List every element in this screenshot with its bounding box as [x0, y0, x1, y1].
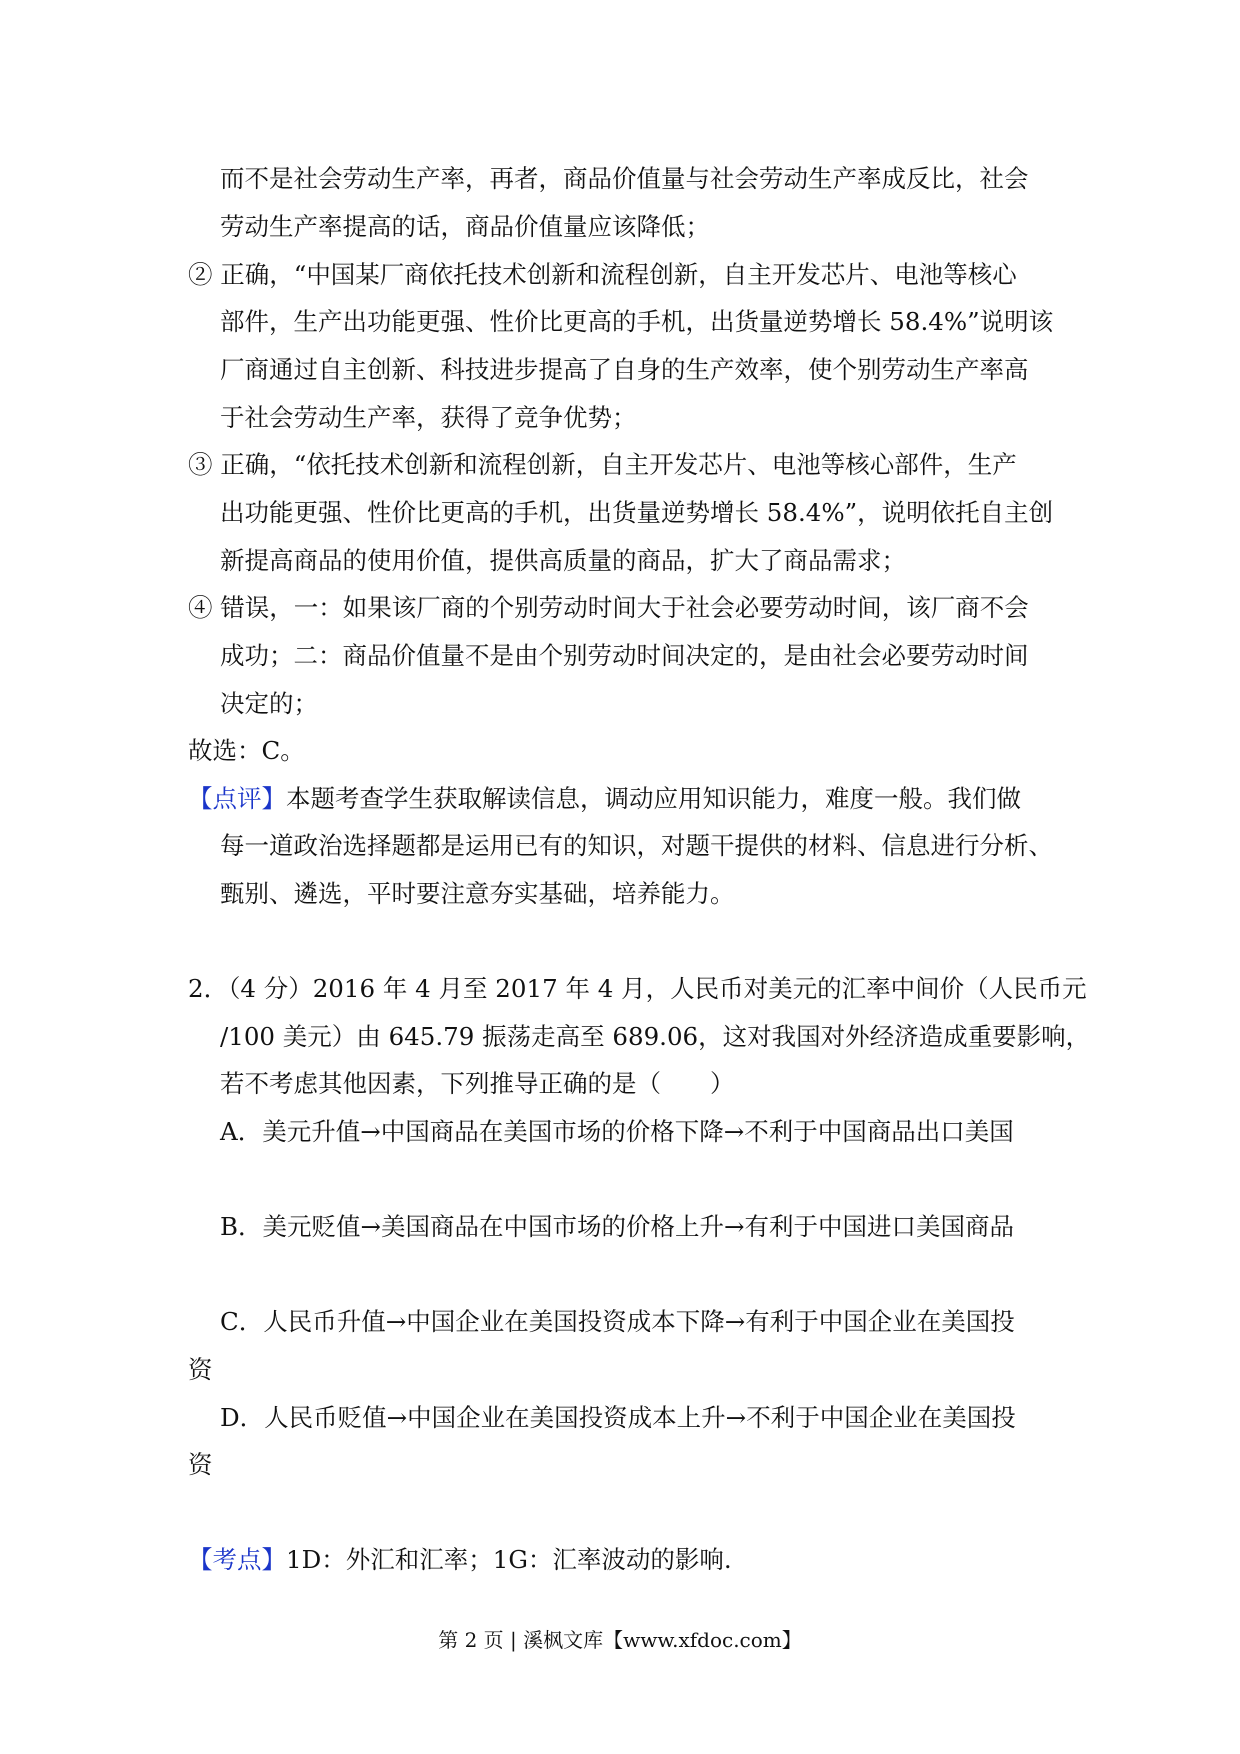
text-line: 厂商通过自主创新、科技进步提高了自身的生产效率，使个别劳动生产率高 — [220, 355, 1029, 384]
kaodian-tag: 【考点】 — [188, 1545, 286, 1574]
text-line: 新提高商品的使用价值，提供高质量的商品，扩大了商品需求； — [220, 546, 906, 575]
text-line: ③ 正确，“依托技术创新和流程创新，自主开发芯片、电池等核心部件，生产 — [188, 450, 1017, 479]
text-line: ④ 错误，一：如果该厂商的个别劳动时间大于社会必要劳动时间，该厂商不会 — [188, 593, 1029, 622]
kaodian-line — [188, 1544, 732, 1576]
text-line: 于社会劳动生产率，获得了竞争优势； — [220, 403, 637, 432]
text-line: 劳动生产率提高的话，商品价值量应该降低； — [220, 212, 710, 241]
text-line: 成功；二：商品价值量不是由个别劳动时间决定的，是由社会必要劳动时间 — [220, 641, 1029, 670]
question-stem: 若不考虑其他因素，下列推导正确的是（ ） — [220, 1069, 735, 1098]
text-line: 部件，生产出功能更强、性价比更高的手机，出货量逆势增长 58.4%”说明该 — [220, 307, 1054, 336]
text-line: 出功能更强、性价比更高的手机，出货量逆势增长 58.4%”，说明依托自主创 — [220, 498, 1054, 527]
kaodian-text: 1D：外汇和汇率；1G：汇率波动的影响. — [286, 1545, 732, 1574]
question-stem: 2．（4 分）2016 年 4 月至 2017 年 4 月，人民币对美元的汇率中间价（人民币元 — [188, 974, 1087, 1003]
option-d: D．人民币贬值→中国企业在美国投资成本上升→不利于中国企业在美国投 — [220, 1403, 1016, 1432]
text-line: 决定的； — [220, 689, 318, 718]
review-first-line — [188, 783, 1021, 815]
option-c: C．人民币升值→中国企业在美国投资成本下降→有利于中国企业在美国投 — [220, 1307, 1015, 1336]
option-a: A．美元升值→中国商品在美国市场的价格下降→不利于中国商品出口美国 — [220, 1117, 1014, 1146]
review-line: 每一道政治选择题都是运用已有的知识，对题干提供的材料、信息进行分析、 — [220, 831, 1053, 860]
option-d-continued: 资 — [188, 1450, 213, 1479]
text-line: ② 正确，“中国某厂商依托技术创新和流程创新，自主开发芯片、电池等核心 — [188, 260, 1017, 289]
question-stem: /100 美元）由 645.79 振荡走高至 689.06，这对我国对外经济造成重要影响， — [220, 1022, 1091, 1051]
option-c-continued: 资 — [188, 1355, 213, 1384]
text-line: 而不是社会劳动生产率，再者，商品价值量与社会劳动生产率成反比，社会 — [220, 164, 1029, 193]
page-footer: 第 2 页 | 溪枫文库【www.xfdoc.com】 — [438, 1628, 802, 1652]
review-line: 甄别、遴选，平时要注意夯实基础，培养能力。 — [220, 879, 735, 908]
review-text: 本题考查学生获取解读信息，调动应用知识能力，难度一般。我们做 — [286, 784, 1021, 813]
option-b: B．美元贬值→美国商品在中国市场的价格上升→有利于中国进口美国商品 — [220, 1212, 1015, 1241]
review-tag: 【点评】 — [188, 784, 286, 813]
answer-line: 故选：C。 — [188, 736, 305, 765]
